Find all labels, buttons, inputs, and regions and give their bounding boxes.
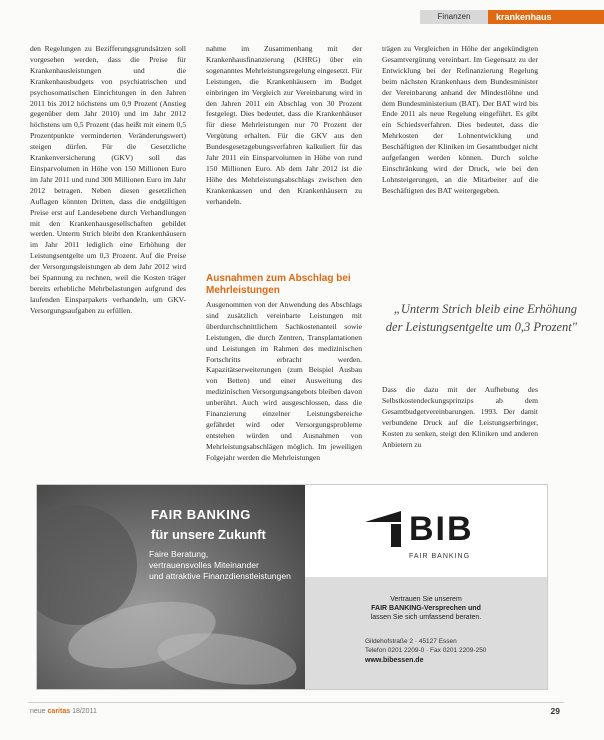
article-subheading: Ausnahmen zum Abschlag bei Mehrleistungen (206, 273, 351, 296)
ad-subtext (149, 549, 299, 582)
section-tab[interactable]: Finanzen (420, 10, 488, 24)
magazine-issue: 18/2011 (72, 708, 97, 715)
article-column-2-top: nahme im Zusammenhang mit der Krankenhausfinanzierung (KHRG) über ein sogenanntes Mehrleistungsregelung eingesetzt. Für Leistungen, die Krankenhäusern im Budget einbringen im Vergleich zur Vereinbarung wird in den Jahren 2011 ein Abschlag von 30 Prozent festgelegt. Dies bedeutet, dass die Krankenhäuser für diese Mehrleistungen nur 70 Prozent der Vergütung erhalten. Für die GKV aus den Bundesgesetzgebungsverfahren kalkuliert für das Jahr 2011 ein Einsparvolumen in Höhe von rund 150 Millionen Euro. Ab dem Jahr 2012 ist die Höhe des Mehrleistungsabschlags zwischen den Krankenkassen und den Krankenhäusern zu verhandeln. (206, 44, 362, 206)
ad-subtext-line-1: Faire Beratung, (149, 549, 209, 559)
ad-headline: FAIR BANKING (151, 507, 251, 522)
ad-subtext-line-2: vertrauensvolles Miteinander (149, 560, 259, 570)
bank-advertisement[interactable] (36, 484, 548, 690)
ad-box-line-3: lassen Sie sich umfassend beraten. (370, 614, 482, 621)
bib-tagline: FAIR BANKING (409, 553, 471, 560)
photo-shadow (37, 505, 137, 625)
article-column-3-bottom: Dass die dazu mit der Aufhebung des Selbstkostendeckungsprinzips ab dem Gesamtbudgetvereinbarungen. 1993. Der damit verbundene Druck auf die Leistungserbringer, Kosten zu senken, steigt den Kliniken und anderen Anbietern zu (382, 385, 538, 449)
ad-box-line-1: Vertrauen Sie unserem (390, 596, 462, 603)
ad-headline-2: für unsere Zukunft (151, 527, 266, 542)
article-column-1: den Regelungen zu Bezifferungsgrundsätzen soll vorgesehen werden, dass die Preise für Krankenhausleistungen und die Krankenhausbudgets von psychiatrischen und psychosomatischen Einrichtungen in den Jahren 2011 bis 2012 höchstens um 0,9 Prozent (Anstieg gegenüber dem Jahr 2010) und im Jahr 2012 höchstens um 0,5 Prozent (das heißt mit einem 0,5 Prozentpunkte verminderten Veränderungswert) steigen dürfen. Für die Gesetzliche Krankenversicherung (GKV) soll das Einsparvolumen in Höhe von 150 Millionen Euro im Jahr 2011 und rund 300 Millionen Euro im Jahr 2012 betragen. Neben diesen gesetzlichen Auflagen könnten Dritten, dass die endgültigen Preise erst auf Landesebene durch Verhandlungen mit den Krankenhausgesellschaften gebildet werden. Unterm Strich bleibt den Krankenhäusern im Jahr 2011 lediglich eine Erhöhung der Leistungsentgelte um 0,3 Prozent. Auf die Preise der Versorgungsleistungen ab dem Jahr 2012 wird bei Spannung zu rechnen, weil die Kosten träger bereits erhebliche Mehrbelastungen aufgrund des laufenden Einsparpakets verhandeln, um GKV-Versorgungsaufgaben zu erfüllen. (30, 44, 186, 315)
magazine-name-prefix: neue (30, 708, 46, 715)
ad-box-line-2: FAIR BANKING-Versprechen und (371, 605, 481, 612)
article-column-3-top: trägen zu Vergleichen in Höhe der angekündigten Gesamtvergütung vereinbart. Im Gegensatz zu der Entwicklung bei der Refinanzierung Regelung beim nächsten Krankenhaus dem Bundesminister der Vereinbarung anhand der Mindestlöhne und dem Bundesministerium (BAT). Der BAT wird bis Ende 2011 als neue Regelung eingeführt. Es gibt ein Schiedsverfahren. Dies bedeutet, dass die Mehrkosten der Lohnentwicklung und Beschäftigten der Kliniken im Gesamtbudget nicht aufgefangen werden können. Durch solche Einschränkung wird der Druck, wie bei den Lohnsteigerungen, an die Mitarbeiter auf die Beschäftigten des BAT weitergegeben. (382, 44, 538, 195)
bib-logo-text: BIB (409, 510, 474, 548)
ad-photo (37, 485, 305, 689)
ad-brand-panel (305, 485, 547, 689)
ad-address: Gildehofstraße 2 · 45127 Essen (365, 638, 457, 645)
magazine-name: caritas (47, 708, 71, 715)
footer-divider (28, 702, 564, 703)
magazine-footer (30, 708, 97, 715)
ad-contact-box (305, 577, 547, 689)
section-header (420, 10, 604, 24)
ad-subtext-line-3: und attraktive Finanzdienstleistungen (149, 571, 291, 581)
page-number: 29 (550, 706, 560, 716)
article-column-2-bottom: Ausgenommen von der Anwendung des Abschlags sind zusätzlich vereinbarte Leistungen mit überdurchschnittlichem Sachkostenanteil sowie Leistungen, die durch Zentren, Transplantationen und Leistungen im Rahmen des medizinischen Fortschritts erbracht werden. Kapazitätserweiterungen (zum Beispiel Ausbau von Betten) und einer Ausweitung des medizinischen Versorgungsangebots bleiben davon unberührt. Auch wird ausgeschlossen, dass die Finanzierung einzelner Leistungsbereiche gefährdet wird oder Versorgungsprobleme entstehen würden und Ausnahmen von Mehrleistungsabschlägen möglich. Im jeweiligen Folgejahr werden die Mehrleistungen (206, 300, 362, 462)
bib-logo-icon (365, 511, 401, 547)
ad-phone: Telefon 0201 2209-0 · Fax 0201 2209-250 (365, 647, 487, 654)
pull-quote: „Unterm Strich bleib eine Erhöhung der Leistungsentgelte um 0,3 Prozent" (385, 302, 577, 334)
ad-website-link[interactable]: www.bibessen.de (365, 657, 424, 664)
photo-hands-2 (154, 625, 299, 689)
topic-tab[interactable]: krankenhaus (488, 10, 604, 24)
bib-logo (365, 511, 474, 547)
